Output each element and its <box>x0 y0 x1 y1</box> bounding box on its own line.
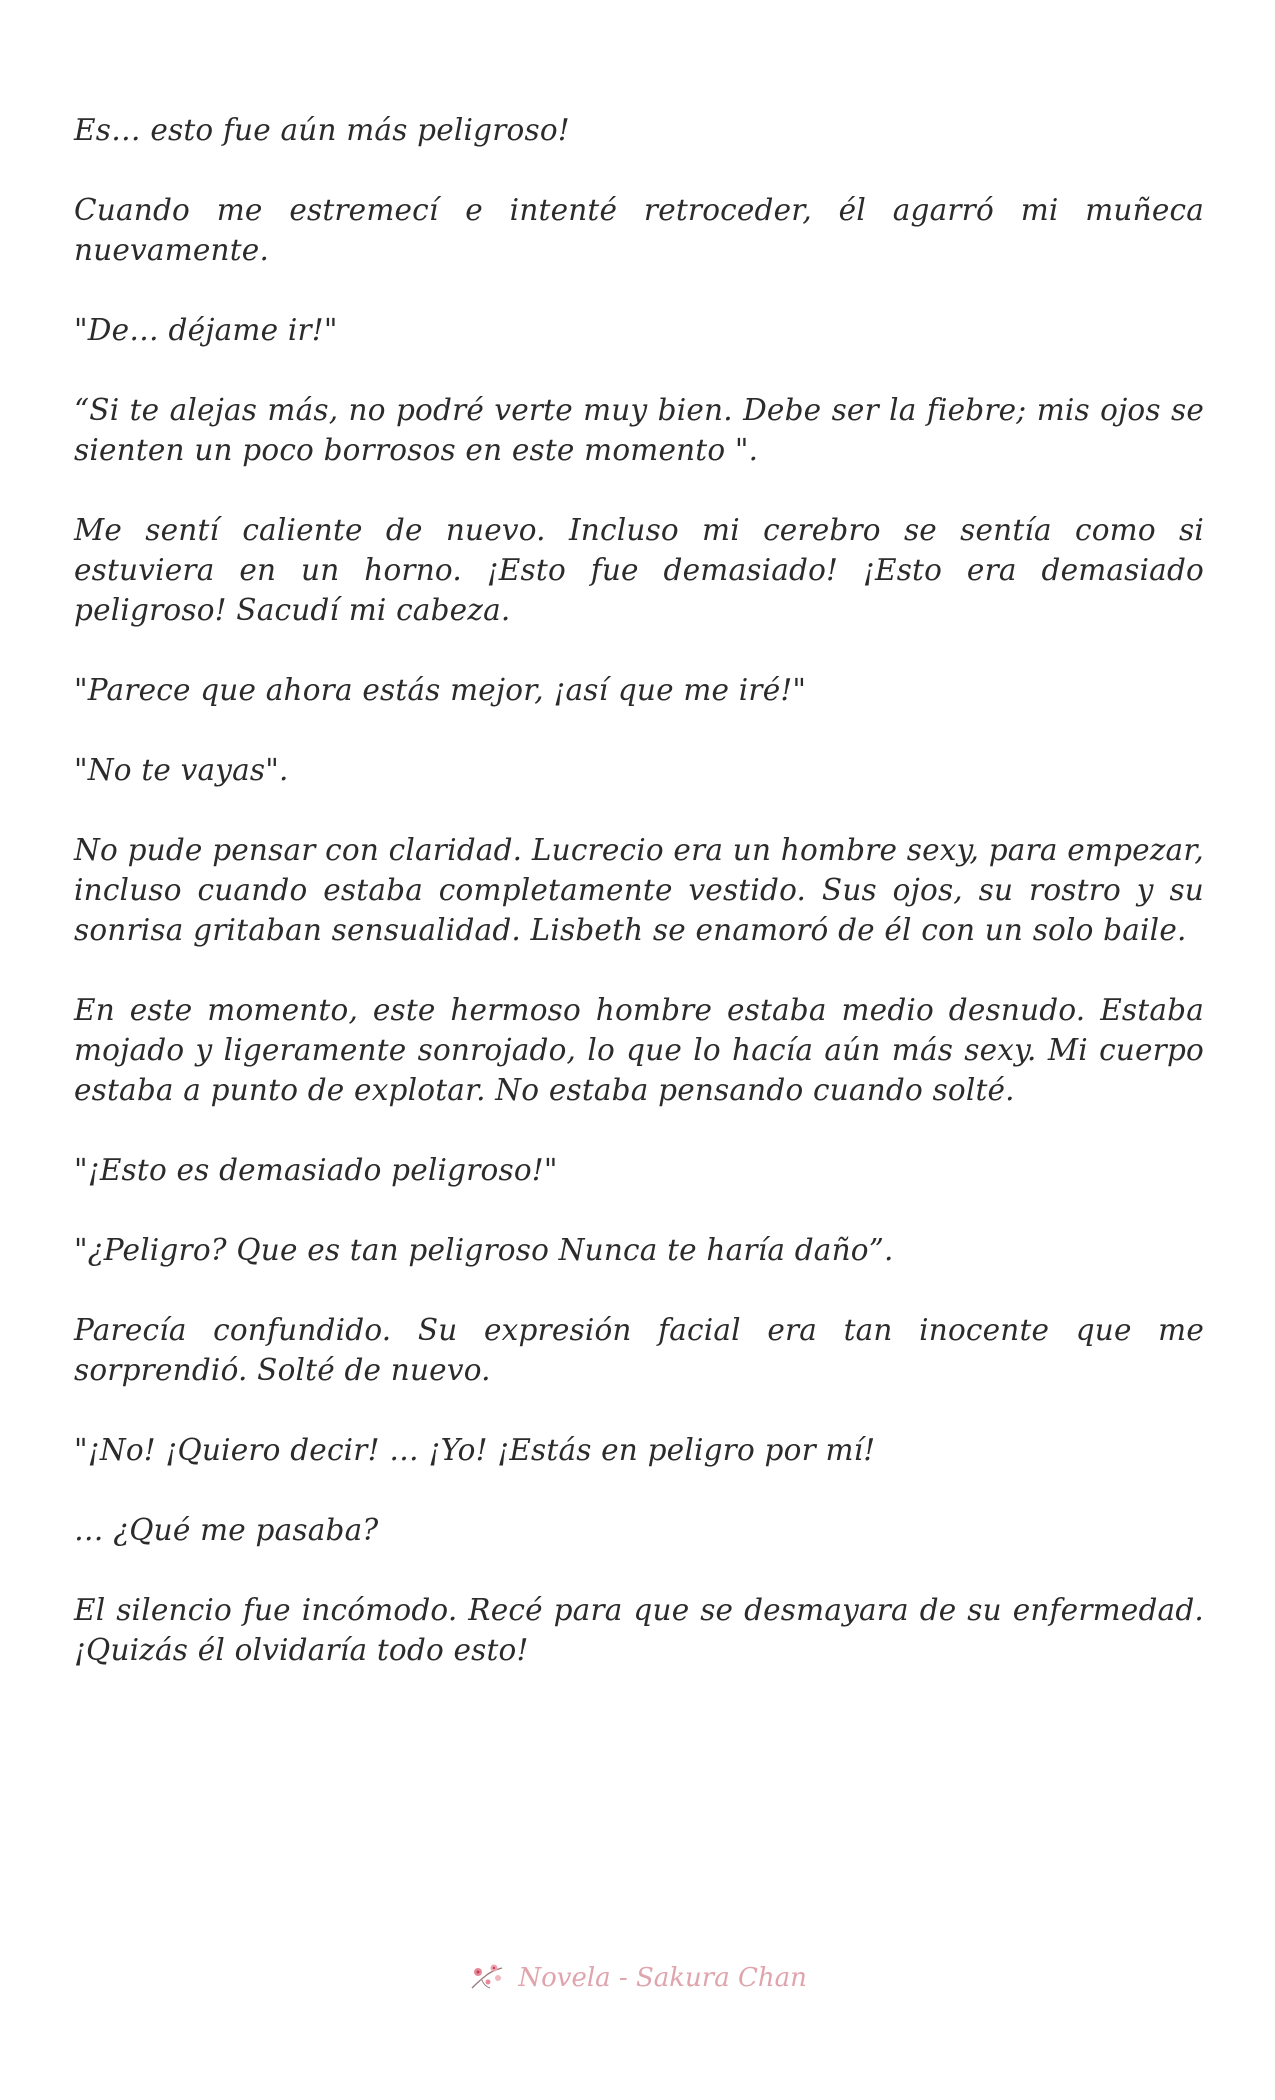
paragraph-15: El silencio fue incómodo. Recé para que se desmayara de su enfermedad. ¡Quizás él olvidaría todo esto! <box>74 1593 1204 1667</box>
paragraph-7: "No te vayas". <box>74 753 289 787</box>
paragraph-8: No pude pensar con claridad. Lucrecio era un hombre sexy, para empezar, incluso cuando estaba completamente vestido. Sus ojos, su rostro y su sonrisa gritaban sensualidad. Lisbeth se enamoró de él con un solo baile. <box>74 833 1204 947</box>
paragraph-3: "De… déjame ir!" <box>74 313 338 347</box>
paragraph-4: “Si te alejas más, no podré verte muy bien. Debe ser la fiebre; mis ojos se sienten un poco borrosos en este momento ". <box>74 393 1204 467</box>
paragraph-12: Parecía confundido. Su expresión facial era tan inocente que me sorprendió. Solté de nuevo. <box>74 1313 1204 1387</box>
paragraph-13: "¡No! ¡Quiero decir! … ¡Yo! ¡Estás en peligro por mí! <box>74 1433 876 1467</box>
paragraph-9: En este momento, este hermoso hombre estaba medio desnudo. Estaba mojado y ligeramente sonrojado, lo que lo hacía aún más sexy. Mi cuerpo estaba a punto de explotar. No estaba pensando cuando solté. <box>74 993 1204 1107</box>
paragraph-14: … ¿Qué me pasaba? <box>74 1513 379 1547</box>
paragraph-6: "Parece que ahora estás mejor, ¡así que me iré!" <box>74 673 807 707</box>
paragraph-1: Es… esto fue aún más peligroso! <box>74 113 570 147</box>
document-body <box>74 110 1204 1710</box>
sakura-flower-icon <box>468 1962 506 1992</box>
paragraph-11: "¿Peligro? Que es tan peligroso Nunca te haría daño”. <box>74 1233 894 1267</box>
watermark-footer <box>0 1962 1275 1993</box>
paragraph-10: "¡Esto es demasiado peligroso!" <box>74 1153 558 1187</box>
paragraph-2: Cuando me estremecí e intenté retroceder, él agarró mi muñeca nuevamente. <box>74 193 1204 267</box>
footer-text: Novela - Sakura Chan <box>518 1963 807 1993</box>
paragraph-5: Me sentí caliente de nuevo. Incluso mi cerebro se sentía como si estuviera en un horno. ¡Esto fue demasiado! ¡Esto era demasiado peligroso! Sacudí mi cabeza. <box>74 513 1204 627</box>
